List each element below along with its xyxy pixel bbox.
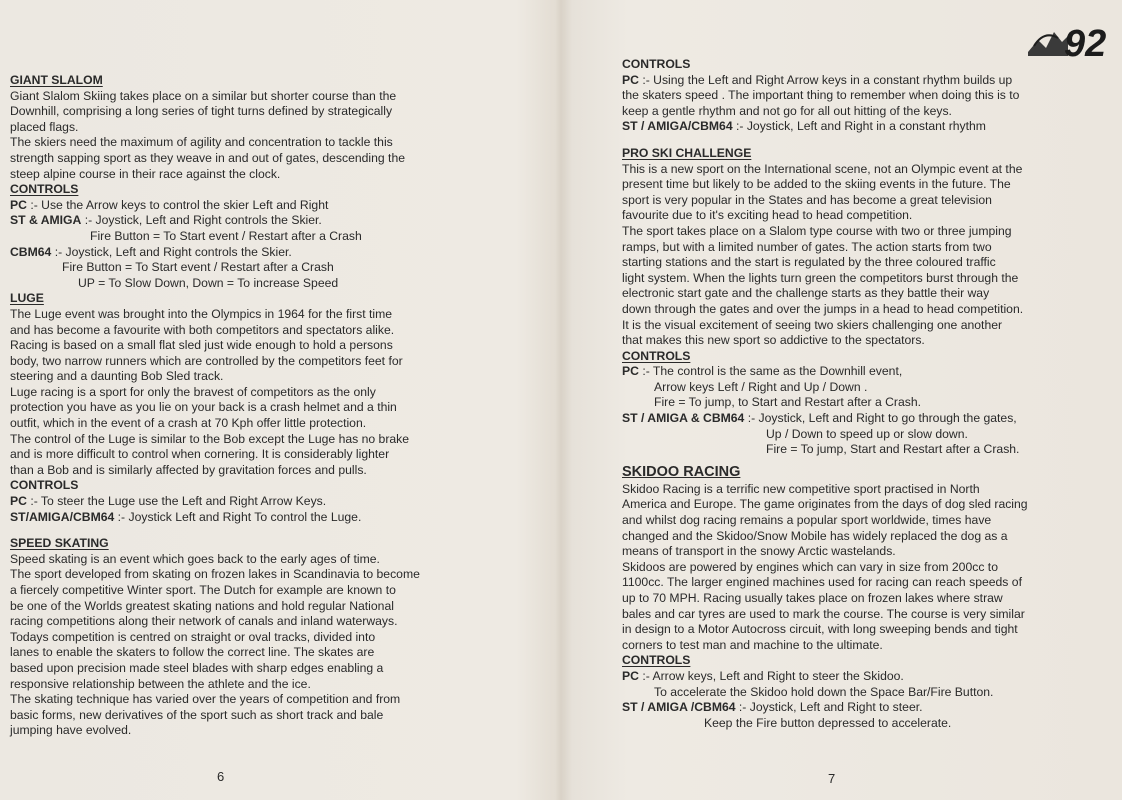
pro-ski-st-control: ST / AMIGA & CBM64 :- Joystick, Left and Right to go through the gates, [622, 411, 1017, 426]
page-number-right: 7 [828, 771, 836, 786]
pro-ski-pc-fire: Fire = To jump, to Start and Restart after a Crash. [654, 395, 921, 410]
giant-slalom-st-fire: Fire Button = To Start event / Restart after a Crash [90, 228, 362, 243]
pro-ski-heading: PRO SKI CHALLENGE [622, 145, 752, 160]
pro-ski-st-updown: Up / Down to speed up or slow down. [766, 426, 968, 441]
luge-body: The Luge event was brought into the Olympics in 1964 for the first time and has become a favourite with both competitors and spectators alike. Racing is based on a small flat sled just wide enough to hold a persons body, two narrow runners which are controlled by the competitors feet for steering and a daunting Bob Sled track. Luge racing is a sport for only the bravest of competitors as the only protection you have as you lie on your back is a crash helmet and a thin outfit, which in the event of a crash at 70 Kph offer little protection. The control of the Luge is similar to the Bob except the Luge has no brake and is more difficult to control when cornering. It is considerably lighter than a Bob and is similarly affected by gravitation forces and pulls. [10, 306, 410, 477]
giant-slalom-body: Giant Slalom Skiing takes place on a similar but shorter course than the Downhill, comprising a long series of tight turns defined by strategically placed flags. The skiers need the maximum of agility and concentration to tackle this strength sapping sport as they weave in and out of gates, descending the steep alpine course in their race against the clock. [10, 88, 406, 181]
skating-st-control: ST / AMIGA/CBM64 :- Joystick, Left and Right in a constant rhythm [622, 119, 986, 134]
skidoo-st-control: ST / AMIGA /CBM64 :- Joystick, Left and Right to steer. [622, 700, 923, 715]
pro-ski-body: This is a new sport on the International scene, not an Olympic event at the present time but likely to be added to the skiing events in the future. The sport is very popular in the States and has become a great television favourite due to it's exciting head to head competition. The sport takes place on a Slalom type course with two or three jumping ramps, but with a limited number of gates. The action starts from two starting stations and the start is regulated by the three coloured traffic light system. When the lights turn green the competitors burst through the electronic start gate and the challenge starts as they battle their way down through the gates and over the jumps in a head to head competition. It is the visual excitement of seeing two skiers challenging one another that makes this new sport so addictive to the spectators. [622, 161, 1024, 348]
pro-ski-controls-heading: CONTROLS [622, 348, 691, 363]
pro-ski-pc-control: PC :- The control is the same as the Downhill event, [622, 364, 903, 379]
winter-sports-92-logo [1024, 18, 1114, 62]
skidoo-heading: SKIDOO RACING [622, 463, 741, 480]
right-column: CONTROLS PC :- Using the Left and Right Arrow keys in a constant rhythm builds up the skaters speed . The important thing to remember when doing this is to keep a gentle rhythm and not go for all out hitting of the keys. ST / AMIGA/CBM64 :- Joystick, Left and Right in a constant rhythm PRO SKI CHALLENGE This is a new sport on the International scene, not an Olympic event at the present time but likely to be added to the skiing events in the future. The sport is very popular in the States and has become a great television favourite due to it's exciting head to head competition. The sport takes place on a Slalom type course with two or three jumping ramps, but with a limited number of gates. The action starts from two starting stations and the start is regulated by the three coloured traffic light system. When the lights turn green the competitors burst through the electronic start gate and the challenge starts as they battle their way down through the gates and over the jumps in a head to head competition. It is the visual excitement of seeing two skiers challenging one another that makes this new sport so addictive to the spectators. CONTROLS PC :- The control is the same as the Downhill event, Arrow keys Left / Right and Up / Down . Fire = To jump, to Start and Restart after a Crash. ST / AMIGA & CBM64 :- Joystick, Left and Right to go through the gates, Up / Down to speed up or slow down. Fire = To jump, Start and Restart after a Crash. SKIDOO RACING Skidoo Racing is a terrific new competitive sport practised in North America and Europe. The game originates from the days of dog sled racing and whilst dog racing remains a popular sport worldwide, times have changed and the Skidoo/Snow Mobile has widely replaced the dog as a means of transport in the snowy Arctic wastelands. Skidoos are powered by engines which can vary in size from 200cc to 1100cc. The larger engined machines used for racing can reach speeds of up to 70 MPH. Racing usually takes place on frozen lakes where straw bales and car tyres are used to mark the course. The course is very similar in design to a Motor Autocross circuit, with long sweeping bends and tight corners to test man and machine to the ultimate. CONTROLS PC :- Arrow keys, Left and Right to steer the Skidoo. To accelerate the Skidoo hold down the Space Bar/Fire Button. ST / AMIGA /CBM64 :- Joystick, Left and Right to steer. Keep the Fire button depressed to accelerate. [622, 57, 1102, 731]
left-column [10, 73, 535, 739]
pro-ski-st-fire: Fire = To jump, Start and Restart after a Crash. [766, 442, 1020, 457]
skidoo-body: Skidoo Racing is a terrific new competitive sport practised in North America and Europe. The game originates from the days of dog sled racing and whilst dog racing remains a popular sport worldwide, times have changed and the Skidoo/Snow Mobile has widely replaced the dog as a means of transport in the snowy Arctic wastelands. Skidoos are powered by engines which can vary in size from 200cc to 1100cc. The larger engined machines used for racing can reach speeds of up to 70 MPH. Racing usually takes place on frozen lakes where straw bales and car tyres are used to mark the course. The course is very similar in design to a Motor Autocross circuit, with long sweeping bends and tight corners to test man and machine to the ultimate. [622, 481, 1028, 652]
luge-controls-heading: CONTROLS [10, 478, 79, 493]
speed-skating-body: Speed skating is an event which goes back to the early ages of time. The sport developed from skating on frozen lakes in Scandinavia to become a fiercely competitive Winter sport. The Dutch for example are known to be one of the Worlds greatest skating nations and hold regular National racing competitions along their network of canals and inland waterways. Todays competition is centred on straight or oval tracks, divided into lanes to enable the skaters to follow the correct line. The skates are based upon precision made steel blades with sharp edges enabling a responsive relationship between the athlete and the ice. The skating technique has varied over the years of competition and from basic forms, new derivatives of the sport such as short track and bale jumping have evolved. [10, 551, 420, 738]
skating-pc-control: PC :- Using the Left and Right Arrow keys in a constant rhythm builds up [622, 72, 1013, 87]
skidoo-controls-heading: CONTROLS [622, 653, 691, 668]
svg-text:92: 92 [1064, 23, 1107, 62]
skidoo-pc-accel: To accelerate the Skidoo hold down the Space Bar/Fire Button. [654, 684, 994, 699]
giant-slalom-controls-heading: CONTROLS [10, 182, 79, 197]
speed-skating-heading: SPEED SKATING [10, 536, 109, 551]
giant-slalom-cbm-fire: Fire Button = To Start event / Restart after a Crash [62, 260, 334, 275]
giant-slalom-pc-control: PC :- Use the Arrow keys to control the skier Left and Right [10, 197, 329, 212]
skidoo-st-fire: Keep the Fire button depressed to accelerate. [704, 715, 952, 730]
luge-heading: LUGE [10, 291, 44, 306]
skidoo-pc-control: PC :- Arrow keys, Left and Right to steer the Skidoo. [622, 668, 904, 683]
luge-st-control: ST/AMIGA/CBM64 :- Joystick Left and Right To control the Luge. [10, 509, 362, 524]
giant-slalom-cbm-control: CBM64 :- Joystick, Left and Right controls the Skier. [10, 244, 292, 259]
right-page [560, 0, 1122, 800]
skating-controls-heading: CONTROLS [622, 57, 691, 71]
page-number-left: 6 [217, 769, 225, 784]
giant-slalom-cbm-updown: UP = To Slow Down, Down = To increase Speed [78, 275, 339, 290]
luge-pc-control: PC :- To steer the Luge use the Left and Right Arrow Keys. [10, 494, 327, 509]
left-page [0, 0, 545, 800]
giant-slalom-heading: GIANT SLALOM [10, 73, 103, 87]
pro-ski-pc-arrows: Arrow keys Left / Right and Up / Down . [654, 379, 868, 394]
giant-slalom-st-control: ST & AMIGA :- Joystick, Left and Right controls the Skier. [10, 213, 322, 228]
